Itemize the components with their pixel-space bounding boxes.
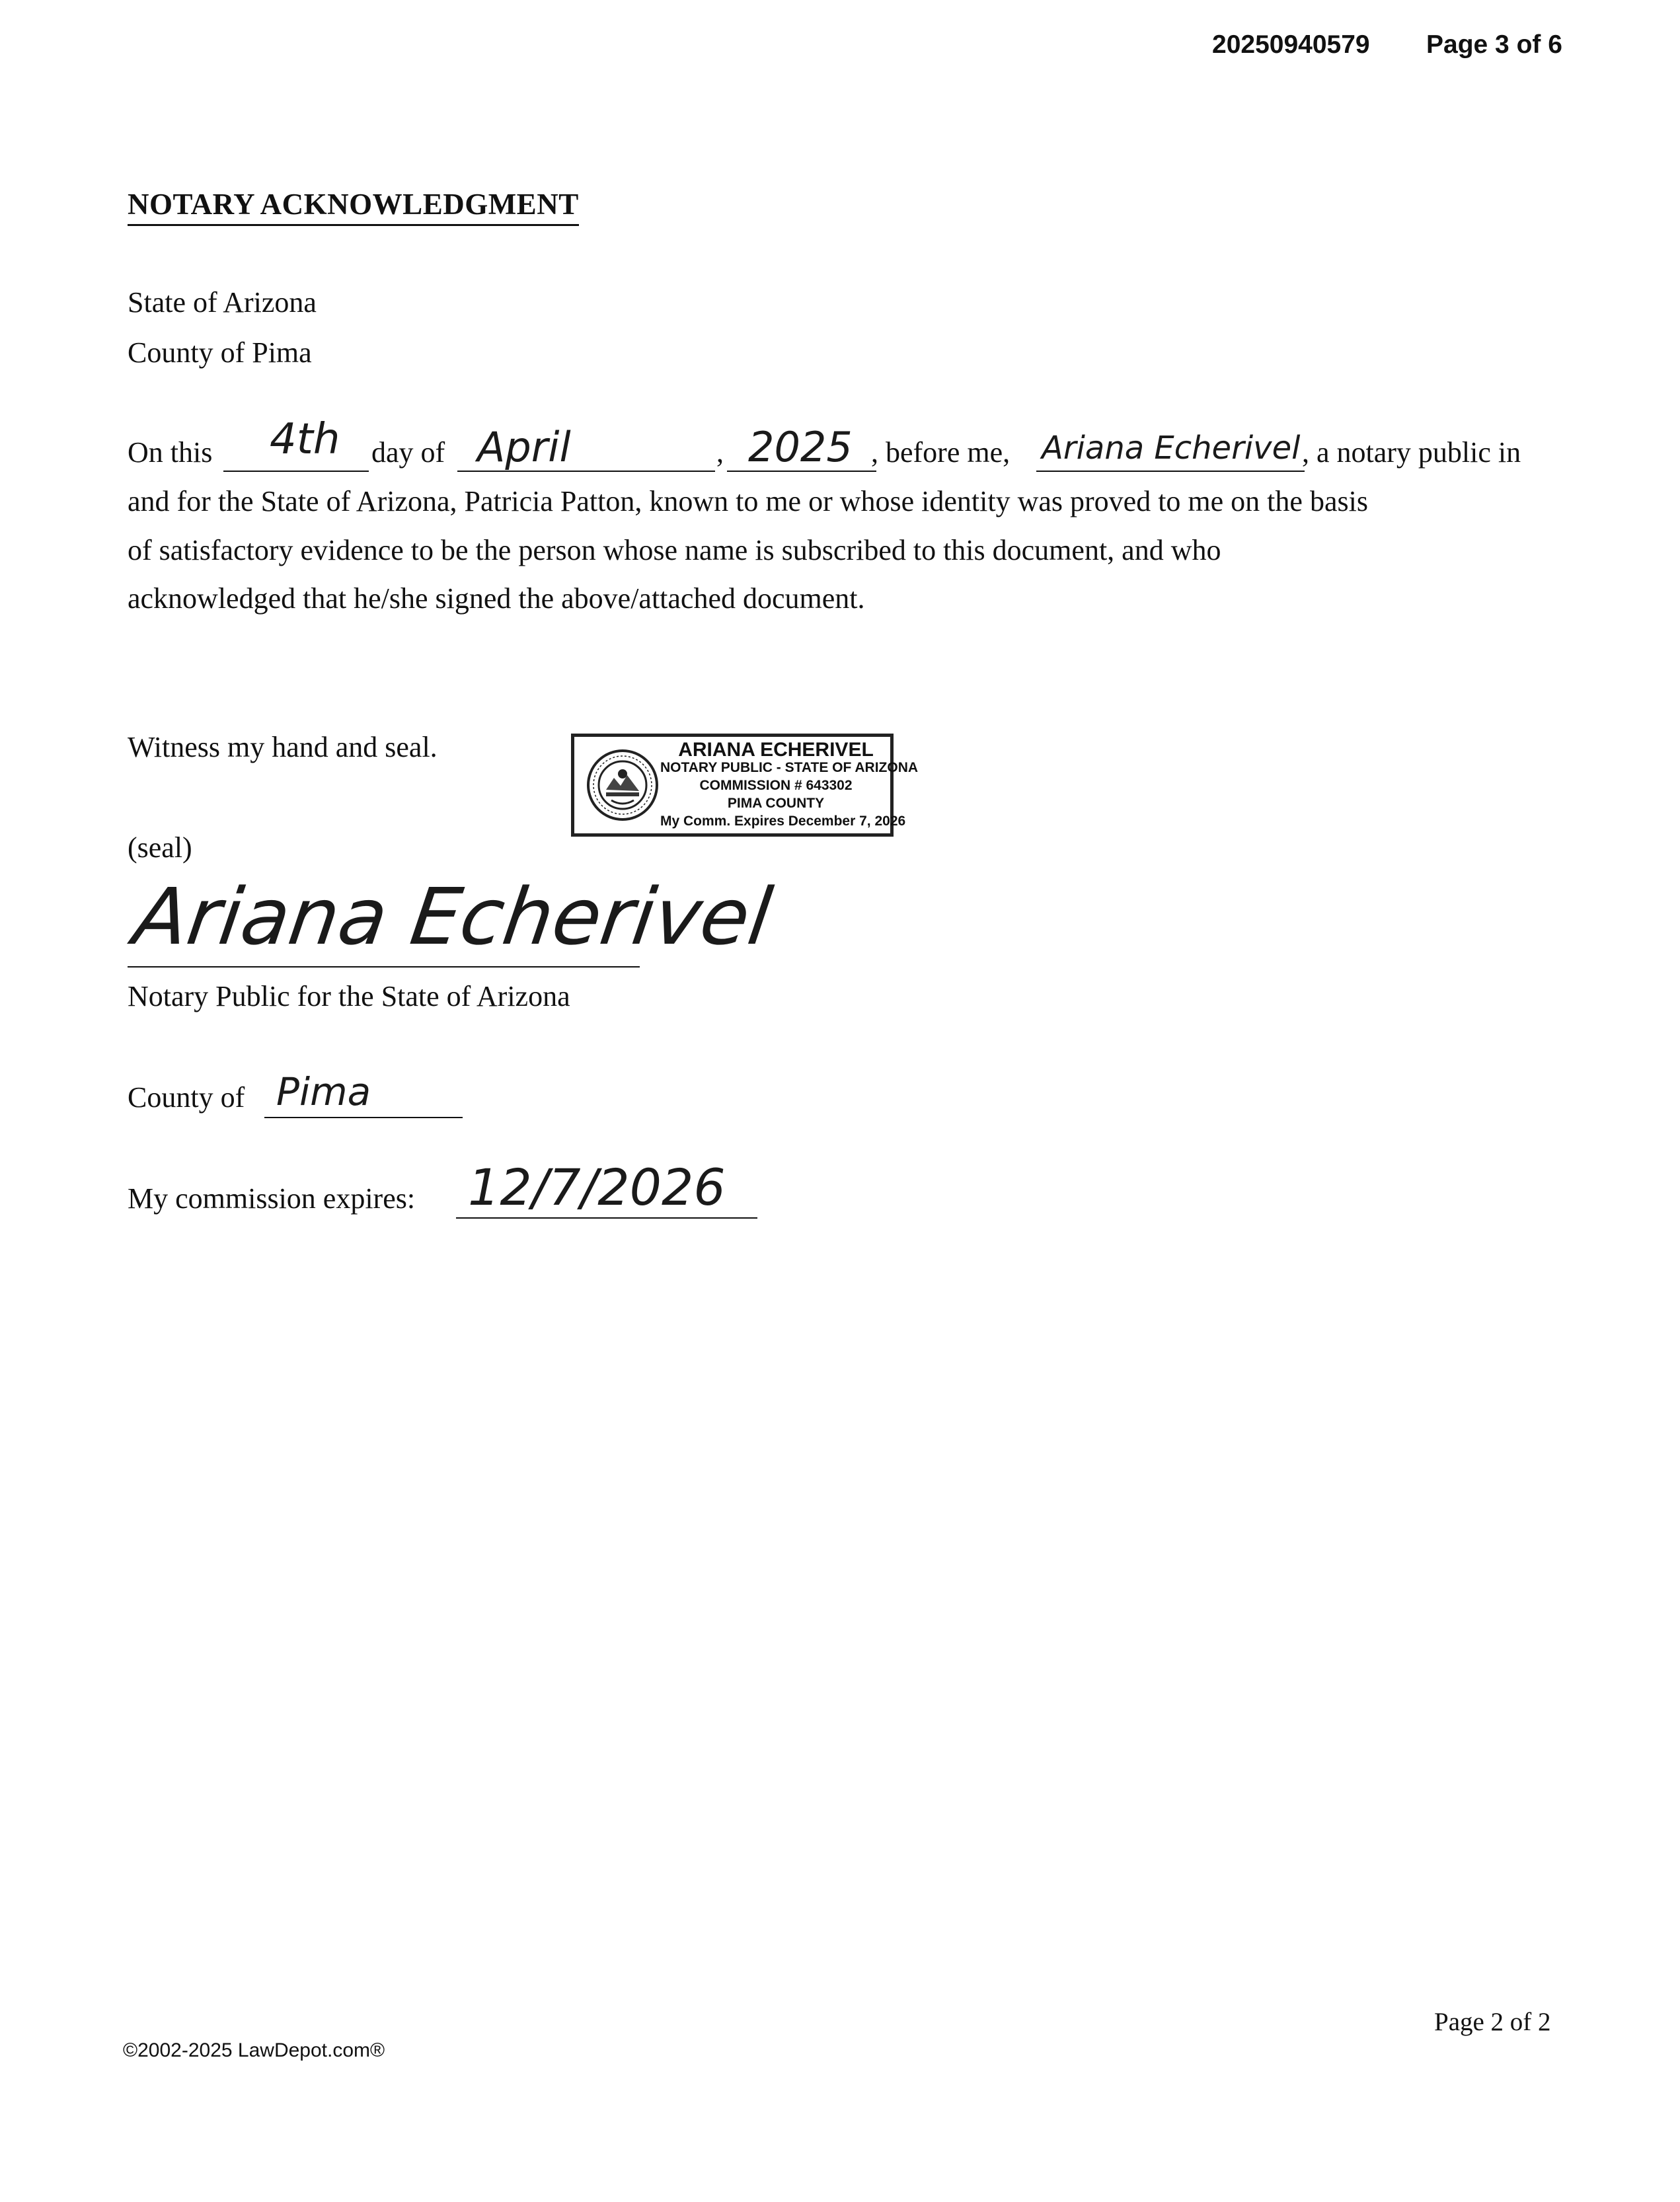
- county-handwritten: Pima: [276, 1069, 371, 1114]
- day-of-label: day of: [371, 436, 445, 469]
- witness-line: Witness my hand and seal.: [128, 731, 438, 763]
- ack-line-2: and for the State of Arizona, Patricia Patton, known to me or whose identity was proved to me on the basis: [128, 485, 1368, 517]
- stamp-line-4: My Comm. Expires December 7, 2026: [660, 814, 906, 829]
- page-indicator: Page 3 of 6: [1426, 30, 1562, 59]
- commission-label: My commission expires:: [128, 1182, 416, 1215]
- day-handwritten: 4th: [270, 415, 340, 464]
- county-of-label: County of: [128, 1081, 245, 1114]
- county-blank: [264, 1117, 463, 1118]
- notary-public-in-label: , a notary public in: [1302, 436, 1521, 469]
- commission-handwritten: 12/7/2026: [468, 1158, 726, 1217]
- page-title: NOTARY ACKNOWLEDGMENT: [128, 187, 579, 226]
- notary-name-handwritten: Ariana Echerivel: [1042, 430, 1301, 467]
- seal-label: (seal): [128, 831, 192, 864]
- stamp-line-2: COMMISSION # 643302: [699, 778, 853, 793]
- year-handwritten: 2025: [748, 423, 853, 471]
- month-handwritten: April: [477, 423, 571, 471]
- notary-name-blank: [1036, 471, 1305, 472]
- notary-signature: Ariana Echerivel: [128, 871, 777, 962]
- notary-public-label: Notary Public for the State of Arizona: [128, 980, 570, 1012]
- footer-copyright: ©2002-2025 LawDepot.com®: [123, 2039, 385, 2061]
- arizona-seal-icon: [586, 749, 659, 821]
- stamp-line-1: NOTARY PUBLIC - STATE OF ARIZONA: [660, 760, 919, 775]
- ack-line-3: of satisfactory evidence to be the person whose name is subscribed to this document, and who: [128, 534, 1221, 566]
- on-this-label: On this: [128, 436, 213, 469]
- ack-line-4: acknowledged that he/she signed the above/attached document.: [128, 582, 865, 615]
- day-blank: [223, 471, 369, 472]
- comma: ,: [716, 436, 724, 469]
- commission-blank: [456, 1217, 757, 1219]
- stamp-line-3: PIMA COUNTY: [727, 796, 825, 811]
- county-line: County of Pima: [128, 336, 312, 369]
- document-id: 20250940579: [1212, 30, 1370, 59]
- signature-line: [128, 966, 640, 968]
- state-line: State of Arizona: [128, 286, 317, 319]
- before-me-label: , before me,: [871, 436, 1011, 469]
- notary-stamp: [571, 734, 919, 837]
- stamp-notary-name: ARIANA ECHERIVEL: [678, 739, 874, 761]
- footer-page-number: Page 2 of 2: [1434, 2008, 1551, 2036]
